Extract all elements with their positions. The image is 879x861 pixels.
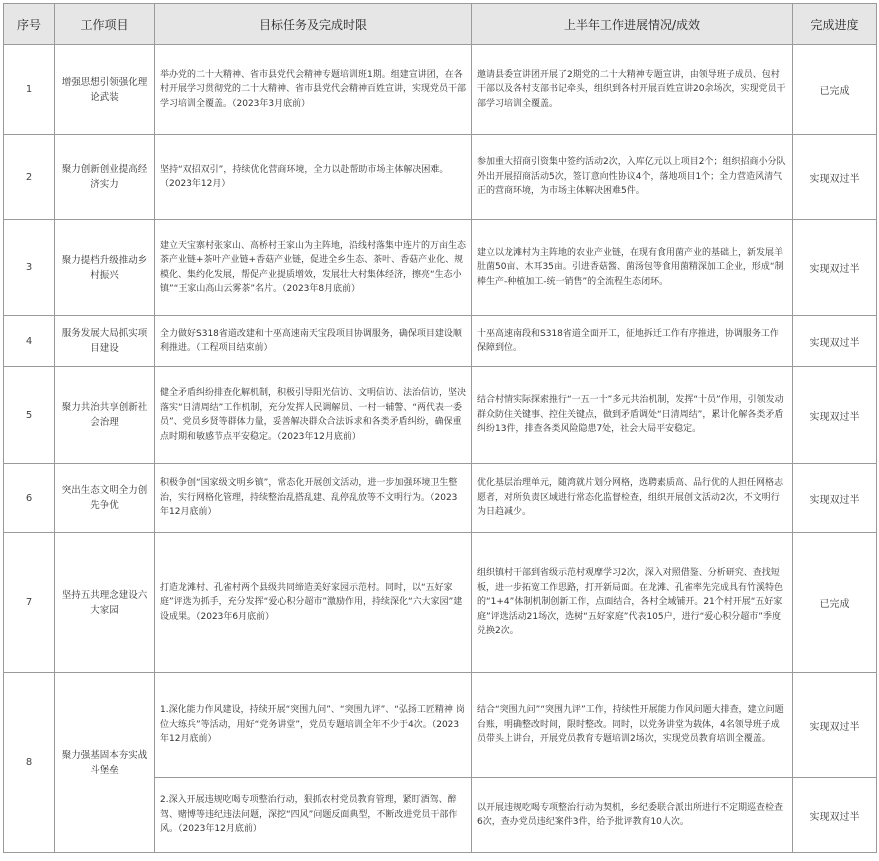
work-item: 增强思想引领强化理论武装: [55, 45, 155, 135]
completion-status: 实现双过半: [793, 778, 877, 853]
target-task: 积极争创“国家级文明乡镇”，常态化开展创文活动，进一步加强环境卫生整治，实行网格化管理，持续整治乱搭乱建、乱停乱放等不文明行为。（2023年12月底前）: [155, 464, 472, 533]
target-task: 全力做好S318省道改建和十巫高速南天宝段项目协调服务，确保项目建设顺利推进。（工程项目结束前）: [155, 316, 472, 367]
header-serial-number: 序号: [4, 4, 55, 45]
row-number: 6: [4, 464, 55, 533]
table-row: [4, 135, 877, 220]
work-item: 聚力提档升级推动乡村振兴: [55, 220, 155, 316]
completion-status: 实现双过半: [793, 220, 877, 316]
target-task: 打造龙滩村、孔雀村两个县级共同缔造美好家园示范村。同时，以“五好家庭”评选为抓手，充分发挥“爱心积分超市”激励作用，持续深化“六大家园”建设成果。（2023年6月底前）: [155, 533, 472, 673]
target-task: 举办党的二十大精神、省市县党代会精神专题培训班1期。组建宣讲团，在各村开展学习贯彻党的二十大精神、省市县党代会精神百姓宣讲，实现党员干部学习培训全覆盖。（2023年3月底前）: [155, 45, 472, 135]
header-work-item: 工作项目: [55, 4, 155, 45]
progress-text: 结合村情实际探索推行“一五一十”多元共治机制，发挥“十员”作用，引领发动群众防住关键事、控住关键点，做到矛盾调处“日清周结”，累计化解各类矛盾纠纷13件，排查各类风险隐患7处，社会大局平安稳定。: [472, 367, 793, 464]
completion-status: 已完成: [793, 533, 877, 673]
header-completion-status: 完成进度: [793, 4, 877, 45]
completion-status: 实现双过半: [793, 673, 877, 778]
work-item: 服务发展大局抓实项目建设: [55, 316, 155, 367]
work-item: 聚力共治共享创新社会治理: [55, 367, 155, 464]
table-row: [4, 533, 877, 673]
row-number: 8: [4, 673, 55, 853]
table-row: [4, 367, 877, 464]
table-row: [4, 45, 877, 135]
row-number: 1: [4, 45, 55, 135]
work-item: 聚力创新创业提高经济实力: [55, 135, 155, 220]
row-number: 4: [4, 316, 55, 367]
work-progress-table: [3, 3, 877, 853]
row-number: 2: [4, 135, 55, 220]
row-number: 3: [4, 220, 55, 316]
target-task: 1.深化能力作风建设，持续开展“突围九问”、“突围九评”、“弘扬工匠精神 岗位大练兵”等活动，用好“党务讲堂”，党员专题培训全年不少于4次。（2023年12月底前）: [155, 673, 472, 778]
completion-status: 已完成: [793, 45, 877, 135]
work-item: 坚持五共理念建设六大家园: [55, 533, 155, 673]
row-number: 7: [4, 533, 55, 673]
table-row: [4, 673, 877, 778]
header-target-task: 目标任务及完成时限: [155, 4, 472, 45]
completion-status: 实现双过半: [793, 316, 877, 367]
progress-text: 参加重大招商引资集中签约活动2次，入库亿元以上项目2个；组织招商小分队外出开展招商活动5次，签订意向性协议4个，落地项目1个；全力营造风清气正的营商环境，为市场主体解决困难5件。: [472, 135, 793, 220]
progress-text: 十巫高速南段和S318省道全面开工，征地拆迁工作有序推进，协调服务工作保障到位。: [472, 316, 793, 367]
table-row: [4, 220, 877, 316]
target-task: 建立天宝寨村张家山、高桥村王家山为主阵地，沿线村落集中连片的万亩生态茶产业链+茶叶产业链+香菇产业链，促进全乡生态、茶叶、香菇产业化、规模化、集约化发展，帮促产业提质增效，发展壮大村集体经济，擦亮“生态小镇”“王家山高山云雾茶”名片。（2023年8月底前）: [155, 220, 472, 316]
progress-text: 建立以龙滩村为主阵地的农业产业链，在现有食用菌产业的基础上，新发展羊肚菌50亩、木耳35亩。引进香菇酱、菌汤包等食用菌精深加工企业，形成“制棒生产-种植加工-统一销售”的全流程生态闭环。: [472, 220, 793, 316]
target-task: 2.深入开展违规吃喝专项整治行动，狠抓农村党员教育管理，紧盯酒驾、醉驾、赌博等违纪违法问题，深挖“四风”问题反面典型，不断改进党员干部作风。（2023年12月底前）: [155, 778, 472, 853]
work-progress-table-wrapper: [3, 3, 877, 853]
header-progress: 上半年工作进展情况/成效: [472, 4, 793, 45]
progress-text: 邀请县委宣讲团开展了2期党的二十大精神专题宣讲，由领导班子成员、包村干部以及各村支部书记牵头，组织到各村开展百姓宣讲20余场次，实现党员干部学习培训全覆盖。: [472, 45, 793, 135]
work-item: 突出生态文明全力创先争优: [55, 464, 155, 533]
completion-status: 实现双过半: [793, 464, 877, 533]
completion-status: 实现双过半: [793, 367, 877, 464]
table-row: [4, 464, 877, 533]
progress-text: 结合“突围九问”“突围九评”工作，持续性开展能力作风问题大排查，建立问题台账，明确整改时间，限时整改。同时，以党务讲堂为载体，4名领导班子成员带头上讲台，开展党员教育专题培训2场次，实现党员教育培训全覆盖。: [472, 673, 793, 778]
work-item: 聚力强基固本夯实战斗堡垒: [55, 673, 155, 853]
target-task: 坚持“双招双引”，持续优化营商环境，全力以赴帮助市场主体解决困难。（2023年12月）: [155, 135, 472, 220]
progress-text: 优化基层治理单元，随湾就片划分网格，选聘素质高、品行优的人担任网格志愿者，对所负责区域进行常态化监督检查，组织开展创文活动2次，不文明行为日趋减少。: [472, 464, 793, 533]
completion-status: 实现双过半: [793, 135, 877, 220]
table-header-row: [4, 4, 877, 45]
progress-text: 组织镇村干部到省级示范村观摩学习2次，深入对照借鉴、分析研究、查找短板，进一步拓宽工作思路，打开新局面。在龙滩、孔雀率先完成具有竹溪特色的“1+4”体制机制创新工作，点面结合，各村全域铺开。21个村开展“五好家庭”评选活动21场次，选树“五好家庭”代表105户，进行“爱心积分超市”季度兑换2次。: [472, 533, 793, 673]
progress-text: 以开展违规吃喝专项整治行动为契机，乡纪委联合派出所进行不定期巡查检查6次，查办党员违纪案件3件，给予批评教育10人次。: [472, 778, 793, 853]
table-row: [4, 316, 877, 367]
row-number: 5: [4, 367, 55, 464]
target-task: 健全矛盾纠纷排查化解机制，积极引导阳光信访、文明信访、法治信访，坚决落实“日清周结”工作机制，充分发挥人民调解员、一村一辅警、“两代表一委员”、党员乡贤等群体力量，妥善解决群众合法诉求和各类矛盾纠纷，确保重点时期和敏感节点平安稳定。（2023年12月底前）: [155, 367, 472, 464]
